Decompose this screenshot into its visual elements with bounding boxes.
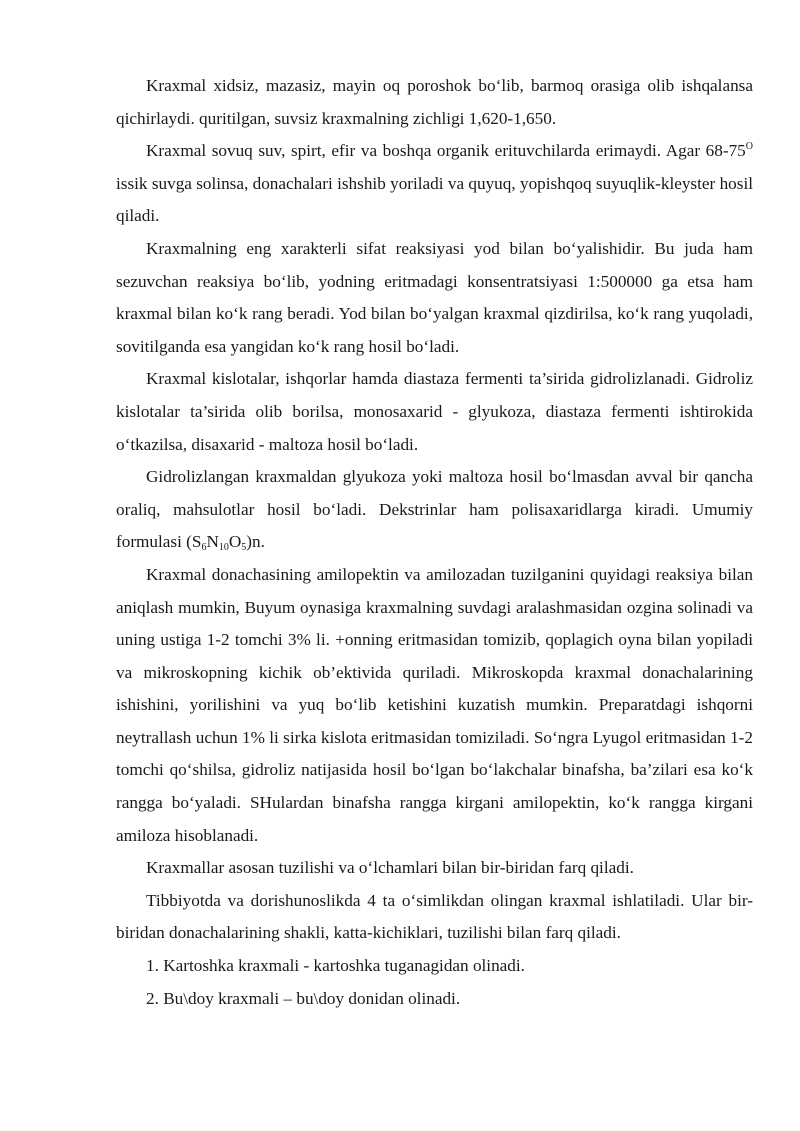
paragraph-medical-use: Tibbiyotda va dorishunoslikda 4 ta o‘simlikdan olingan kraxmal ishlatiladi. Ular bir-biridan donachalarining shakli, katta-kichiklari, tuzilishi bilan farq qiladi. bbox=[116, 890, 753, 943]
paragraph-kraxmal-solubility: Kraxmal sovuq suv, spirt, efir va boshqa organik erituvchilarda erimaydi. Agar $68-75^O$ issik suvga solinsa, donachalari ishshib yoriladi va quyuq, yopishqoq suyuqlik-kleyster hosil qiladi. bbox=[116, 141, 753, 226]
list-item-potato-starch: 1. Kartoshka kraxmali - kartoshka tuganagidan olinadi. bbox=[146, 956, 525, 976]
formula-subscript-5: 5 bbox=[241, 542, 247, 554]
paragraph-dextrins: Gidrolizlangan kraxmaldan glyukoza yoki maltoza hosil bo‘lmasdan avval bir qancha oraliq, mahsulotlar hosil bo‘ladi. Dekstrinlar ham polisaxaridlarga kiradi. Umumiy formulasi $(S_6N_{10}O_5)n$. bbox=[116, 467, 753, 554]
paragraph-microscopy-method: Kraxmal donachasining amilopektin va amilozadan tuzilganini quyidagi reaksiya bilan aniqlash mumkin, Buyum oynasiga kraxmalning suvdagi aralashmasidan ozgina solinadi va uning ustiga 1-2 tomchi 3% li. +onning eritmasidan tomizib, qoplagich oyna bilan yopiladi va mikroskopning kichik ob’ektivida quriladi. Mikroskopda kraxmal donachalarining ishishini, yorilishini va yuq bo‘lib ketishini kuzatish mumkin. Preparatdagi ishqorni neytrallash uchun 1% li sirka kislota eritmasidan tomiziladi. So‘ngra Lyugol eritmasidan 1-2 tomchi qo‘shilsa, gidroliz natijasida hosil bo‘lgan bo‘lakchalar binafsha, ba’zilari esa ko‘k rangga bo‘yaladi. SHulardan binafsha rangga kirgani amilopektin, ko‘k rangga kirgani amiloza hisoblanadi. bbox=[116, 564, 753, 845]
paragraph-structure-difference: Kraxmallar asosan tuzilishi va o‘lchamlari bilan bir-biridan farq qiladi. bbox=[146, 858, 634, 878]
formula-subscript-6: 6 bbox=[201, 542, 207, 554]
paragraph-hydrolysis: Kraxmal kislotalar, ishqorlar hamda diastaza fermenti ta’sirida gidrolizlanadi. Gidroliz kislotalar ta’sirida olib borilsa, monosaxarid - glyukoza, diastaza fermenti ishtirokida o‘tkazilsa, disaxarid - maltoza hosil bo‘ladi. bbox=[116, 369, 753, 454]
paragraph-kraxmal-properties: Kraxmal xidsiz, mazasiz, mayin oq poroshok bo‘lib, barmoq orasiga olib ishqalansa qichirlaydi. quritilgan, suvsiz kraxmalning zichligi 1,620-1,650. bbox=[116, 76, 753, 128]
paragraph-iodine-reaction: Kraxmalning eng xarakterli sifat reaksiyasi yod bilan bo‘yalishidir. Bu juda ham sezuvchan reaksiya bo‘lib, yodning eritmadagi konsentratsiyasi 1:500000 ga etsa ham kraxmal bilan ko‘k rang beradi. Yod bilan bo‘yalgan kraxmal qizdirilsa, ko‘k rang yuqoladi, sovitilganda esa yangidan ko‘k rang hosil bo‘ladi. bbox=[116, 238, 753, 356]
formula-subscript-10: 10 bbox=[218, 542, 229, 554]
degree-superscript: O bbox=[745, 141, 753, 153]
document-page bbox=[116, 70, 753, 1015]
list-item-wheat-starch: 2. Bu\doy kraxmali – bu\doy donidan olinadi. bbox=[146, 988, 461, 1008]
